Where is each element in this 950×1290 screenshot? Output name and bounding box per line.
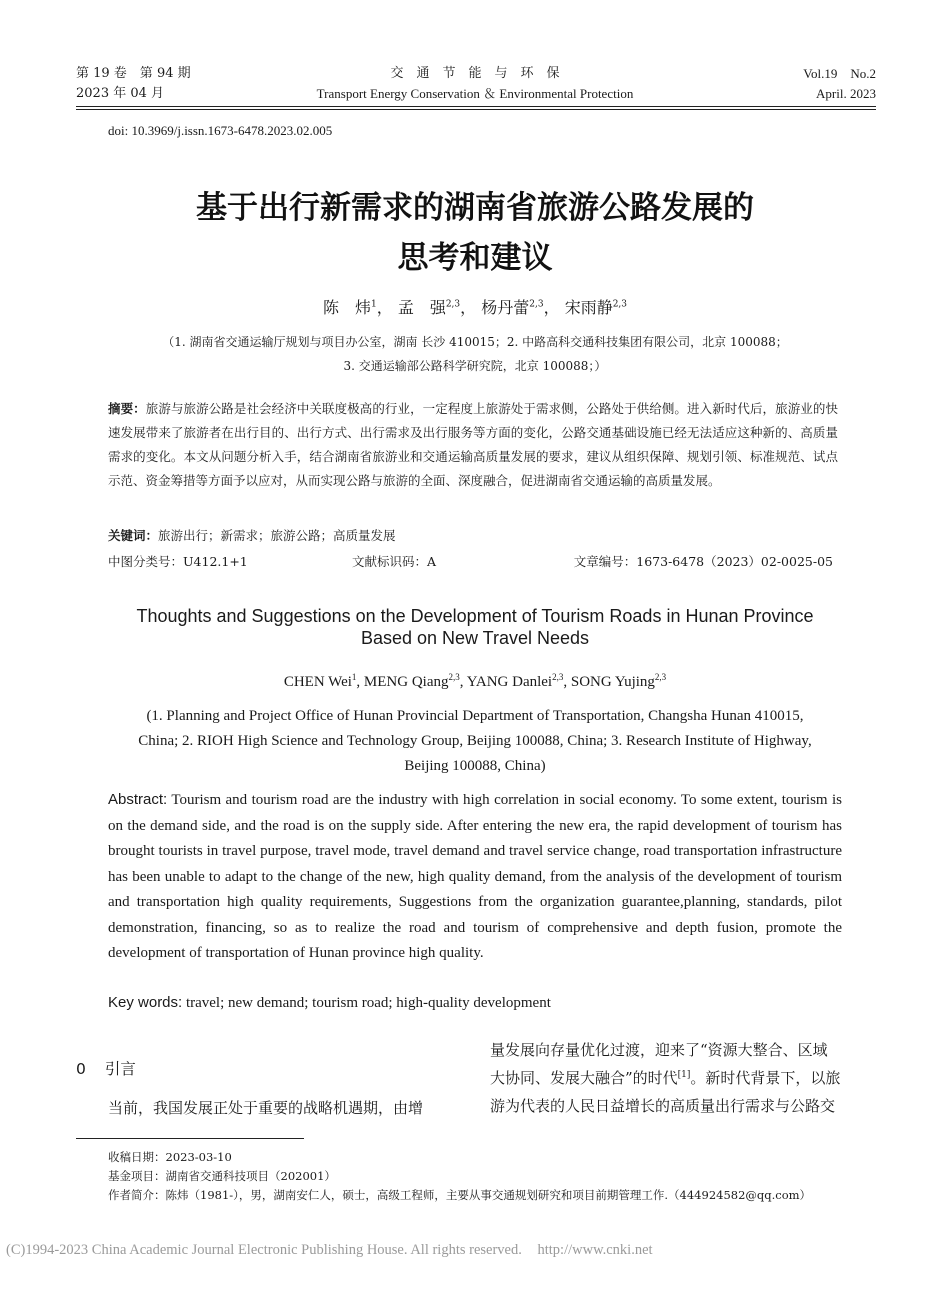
author-en: CHEN Wei [283,674,352,690]
section-number: 0 [76,1060,86,1078]
body-left-line1: 当前，我国发展正处于重要的战略机遇期，由增 [108,1099,424,1117]
footnote-fund: 基金项目：湖南省交通科技项目（202001） [108,1169,336,1183]
affiliation-zh-line2: 3. 交通运输部公路科学研究院，北京 100088；） [343,359,607,373]
author-zh: 宋雨静 [564,298,613,317]
document-code: 文献标识码：A [352,554,437,569]
title-en-line2: Based on New Travel Needs [360,628,590,648]
keywords-en-text: travel; new demand; tourism road; high-quality development [185,995,551,1011]
footnote-author-bio: 作者简介：陈炜（1981-），男，湖南安仁人，硕士，高级工程师，主要从事交通规划研究和项目前期管理工作.（444924582@qq.com） [108,1188,812,1202]
author-sup: 2,3 [552,672,564,682]
authors-zh: 陈 炜$^1$， 孟 强$^{2,3}$， 杨丹蕾$^{2,3}$， 宋雨静$^{2,3}$ [322,298,628,317]
copyright-watermark [6,1242,653,1259]
copyright-text: (C)1994-2023 China Academic Journal Electronic Publishing House. All rights reserved. [6,1242,522,1258]
title-zh-line2: 思考和建议 [397,240,553,276]
abstract-en [108,787,842,967]
affiliation-zh-line1: （1. 湖南省交通运输厅规划与项目办公室，湖南 长沙 410015；2. 中路高科交通科技集团有限公司，北京 100088； [162,335,788,349]
journal-name-zh: 交 通 节 能 与 环 保 [390,66,560,81]
clc-number: 中图分类号：U412.1+1 [108,554,248,569]
author-sup: 2,3 [529,299,544,310]
affiliation-en-line1: (1. Planning and Project Office of Hunan Provincial Department of Transportation, Changsha Hunan 410015, [146,708,804,724]
abstract-zh-label: 摘要： [108,401,146,416]
keywords-zh-label: 关键词： [108,528,159,543]
abstract-zh [108,397,838,493]
header-rule-top [76,106,876,107]
cnki-url[interactable]: http://www.cnki.net [537,1242,653,1258]
abstract-zh-text: 旅游与旅游公路是社会经济中关联度极高的行业，一定程度上旅游处于需求侧，公路处于供给侧。进入新时代后，旅游业的快速发展带来了旅游者在出行目的、出行方式、出行需求及出行服务等方面的变化，公路交通基础设施已经无法适应这种新的、高质量需求的变化。本文从问题分析入手，结合湖南省旅游业和交通运输高质量发展的要求，建议从组织保障、规划引领、标准规范、试点示范、资金筹措等方面予以应对，从而实现公路与旅游的全面、深度融合，促进湖南省交通运输的高质量发展。 [108,401,838,488]
keywords-zh-text: 旅游出行；新需求；旅游公路；高质量发展 [158,528,396,543]
author-en: SONG Yujing [570,674,655,690]
author-zh: 孟 强 [397,298,446,317]
author-sup: 2,3 [612,299,628,310]
author-sup: 2,3 [448,672,460,682]
abstract-en-text: Tourism and tourism road are the industry with high correlation in social economy. To some extent, tourism is on the demand side, and the road is on the supply side. After entering the new era, the rapid development of tourism has brought tourists in travel purpose, travel mode, travel demand and travel service change, road transportation infrastructure has been unable to adapt to the change of the new, high quality demand, from the analysis of the development of tourism and transportation high quality requirements, Suggestions from the organization guarantee,planning, standards, pilot demonstration, financing, so as to realize the road and tourism of comprehensive and depth fusion, promote the development of transportation of Hunan province high quality. [108,792,842,961]
header-rule-bottom [76,109,876,110]
section-title: 引言 [104,1060,136,1078]
keywords-en [108,990,842,1017]
author-en: MENG Qiang [363,674,449,690]
body-right-line2-a: 大协同、发展大融合”的时代 [490,1069,678,1087]
author-sup: 2,3 [654,672,667,682]
body-right-line3: 游为代表的人民日益增长的高质量出行需求与公路交 [490,1097,836,1115]
citation-ref[interactable]: [1] [677,1070,691,1080]
body-right-line2 [490,1064,878,1092]
date-en: April. 2023 [816,86,876,101]
volume-issue-en: Vol.19 No.2 [803,66,876,81]
affiliation-en-line3: Beijing 100088, China) [404,758,546,774]
article-number: 文章编号：1673-6478（2023）02-0025-05 [573,554,833,569]
keywords-zh [108,525,396,547]
body-right-line1: 量发展向存量优化过渡，迎来了“资源大整合、区域 [490,1041,828,1059]
authors-en: CHEN Wei$^1$, MENG Qiang$^{2,3}$, YANG Danlei$^{2,3}$, SONG Yujing$^{2,3}$ [283,672,667,690]
journal-name-en: Transport Energy Conservation ＆ Environmental Protection [316,86,634,101]
abstract-en-label: Abstract: [108,791,168,808]
volume-issue-zh: 第 19 卷 第 94 期 [76,66,191,81]
date-zh: 2023 年 04 月 [76,86,165,101]
author-sup: 1 [351,672,357,682]
title-zh-line1: 基于出行新需求的湖南省旅游公路发展的 [196,190,754,226]
author-zh: 杨丹蕾 [481,298,530,317]
body-right-line2-b: 。新时代背景下，以旅 [690,1069,841,1087]
author-zh: 陈 炜 [322,298,371,317]
affiliation-en-line2: China; 2. RIOH High Science and Technology Group, Beijing 100088, China; 3. Research Institute of Highway, [138,733,812,749]
author-en: YANG Danlei [466,674,553,690]
author-sup: 2,3 [445,299,461,310]
footnote-received: 收稿日期：2023-03-10 [108,1150,232,1164]
footnote-rule [76,1138,304,1139]
title-en-line1: Thoughts and Suggestions on the Development of Tourism Roads in Hunan Province [136,606,814,626]
section-heading [76,1056,136,1082]
doi: doi: 10.3969/j.issn.1673-6478.2023.02.005 [108,123,333,138]
keywords-en-label: Key words: [108,994,183,1011]
author-sup: 1 [370,299,377,310]
